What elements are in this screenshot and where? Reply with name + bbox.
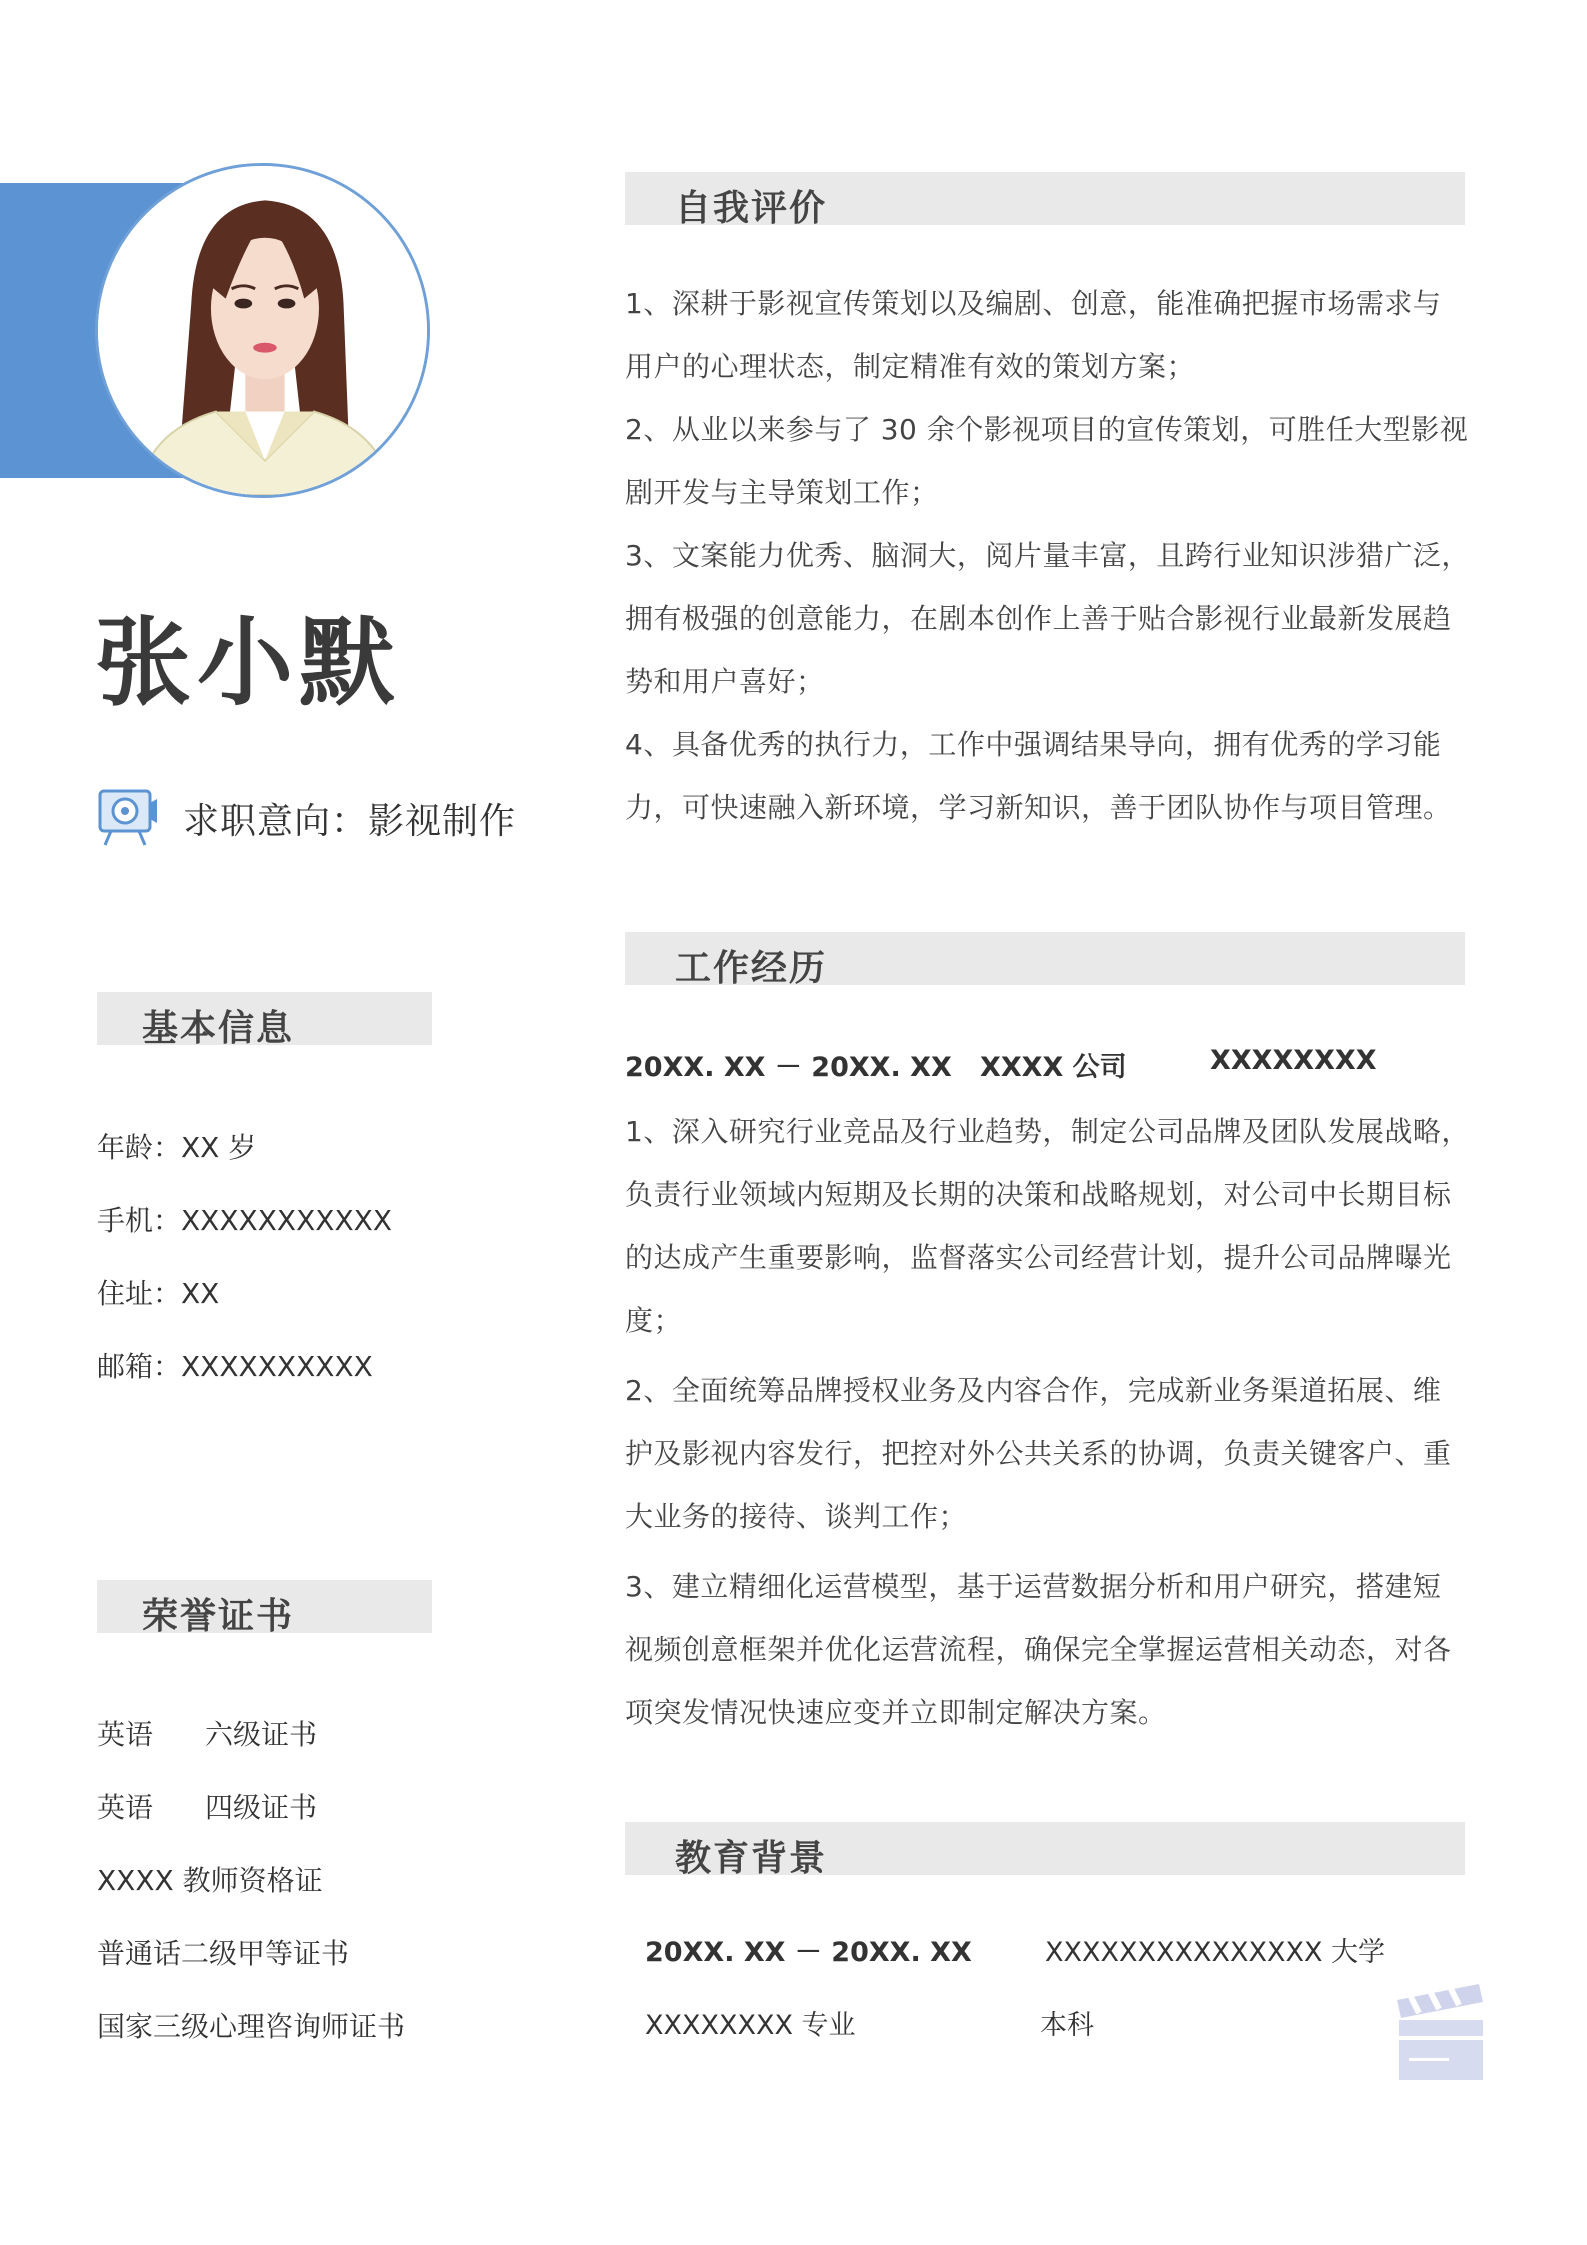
edu-period: 20XX. XX － 20XX. XX xyxy=(645,1937,972,1968)
basic-info-header xyxy=(97,992,432,1049)
text-line: 3、建立精细化运营模型，基于运营数据分析和用户研究，搭建短 xyxy=(625,1570,1442,1603)
text-line: 1、深入研究行业竞品及行业趋势，制定公司品牌及团队发展战略， xyxy=(625,1115,1470,1148)
info-phone: 手机：XXXXXXXXXXX xyxy=(97,1204,392,1237)
self-eval-text xyxy=(625,272,1485,839)
work-title: 工作经历 xyxy=(675,948,828,989)
text-line: 4、具备优秀的执行力，工作中强调结果导向，拥有优秀的学习能 xyxy=(625,728,1442,761)
cert-level: 四级证书 xyxy=(205,1791,318,1824)
text-line: 剧开发与主导策划工作； xyxy=(625,476,939,509)
info-age: 年龄：XX 岁 xyxy=(97,1131,257,1164)
text-line: 力，可快速融入新环境，学习新知识，善于团队协作与项目管理。 xyxy=(625,791,1452,824)
job-intent: 求职意向：影视制作 xyxy=(183,801,517,842)
edu-school: XXXXXXXXXXXXXXX 大学 xyxy=(1045,1937,1386,1968)
text-line: 护及影视内容发行，把控对外公共关系的协调，负责关键客户、重 xyxy=(625,1437,1452,1470)
text-line: 用户的心理状态，制定精准有效的策划方案； xyxy=(625,350,1196,383)
text-line: 项突发情况快速应变并立即制定解决方案。 xyxy=(625,1696,1167,1729)
work-position: XXXXXXXX xyxy=(1210,1045,1377,1076)
avatar xyxy=(95,163,430,498)
cert-item: 国家三级心理咨询师证书 xyxy=(97,2010,406,2043)
work-period: 20XX. XX － 20XX. XX xyxy=(625,1052,952,1083)
education-header xyxy=(625,1822,1465,1879)
portrait-illustration xyxy=(98,166,427,495)
text-line: 负责行业领域内短期及长期的决策和战略规划，对公司中长期目标 xyxy=(625,1178,1452,1211)
text-line: 势和用户喜好； xyxy=(625,665,825,698)
honors-title: 荣誉证书 xyxy=(142,1596,295,1637)
text-line: 2、从业以来参与了 30 余个影视项目的宣传策划，可胜任大型影视 xyxy=(625,413,1469,446)
cert-item xyxy=(97,1786,317,1826)
self-eval-header xyxy=(625,172,1465,229)
edu-degree: 本科 xyxy=(1040,2010,1094,2041)
edu-major: XXXXXXXX 专业 xyxy=(645,2010,856,2041)
self-eval-title: 自我评价 xyxy=(675,188,828,229)
work-company: XXXX 公司 xyxy=(980,1052,1127,1083)
cert-item xyxy=(97,1713,317,1753)
work-header xyxy=(625,932,1465,989)
work-description xyxy=(625,1100,1485,1744)
clapperboard-icon xyxy=(1393,1980,1486,2083)
candidate-name: 张小默 xyxy=(95,607,401,719)
cert-subject: 英语 xyxy=(97,1718,154,1751)
text-line: 3、文案能力优秀、脑洞大，阅片量丰富，且跨行业知识涉猎广泛， xyxy=(625,539,1470,572)
text-line: 2、全面统筹品牌授权业务及内容合作，完成新业务渠道拓展、维 xyxy=(625,1374,1442,1407)
text-line: 视频创意框架并优化运营流程，确保完全掌握运营相关动态，对各 xyxy=(625,1633,1452,1666)
info-email: 邮箱：XXXXXXXXXX xyxy=(97,1350,373,1383)
text-line: 度； xyxy=(625,1304,683,1337)
info-address: 住址：XX xyxy=(97,1277,220,1310)
text-line: 大业务的接待、谈判工作； xyxy=(625,1500,968,1533)
text-line: 拥有极强的创意能力，在剧本创作上善于贴合影视行业最新发展趋 xyxy=(625,602,1452,635)
cert-subject: 英语 xyxy=(97,1791,154,1824)
film-camera-icon xyxy=(97,785,159,847)
cert-item: 普通话二级甲等证书 xyxy=(97,1937,350,1970)
text-line: 1、深耕于影视宣传策划以及编剧、创意，能准确把握市场需求与 xyxy=(625,287,1442,320)
text-line: 的达成产生重要影响，监督落实公司经营计划，提升公司品牌曝光 xyxy=(625,1241,1452,1274)
education-title: 教育背景 xyxy=(675,1838,828,1879)
cert-level: 六级证书 xyxy=(205,1718,318,1751)
honors-header xyxy=(97,1580,432,1637)
basic-info-title: 基本信息 xyxy=(142,1008,295,1049)
cert-item: XXXX 教师资格证 xyxy=(97,1864,323,1897)
